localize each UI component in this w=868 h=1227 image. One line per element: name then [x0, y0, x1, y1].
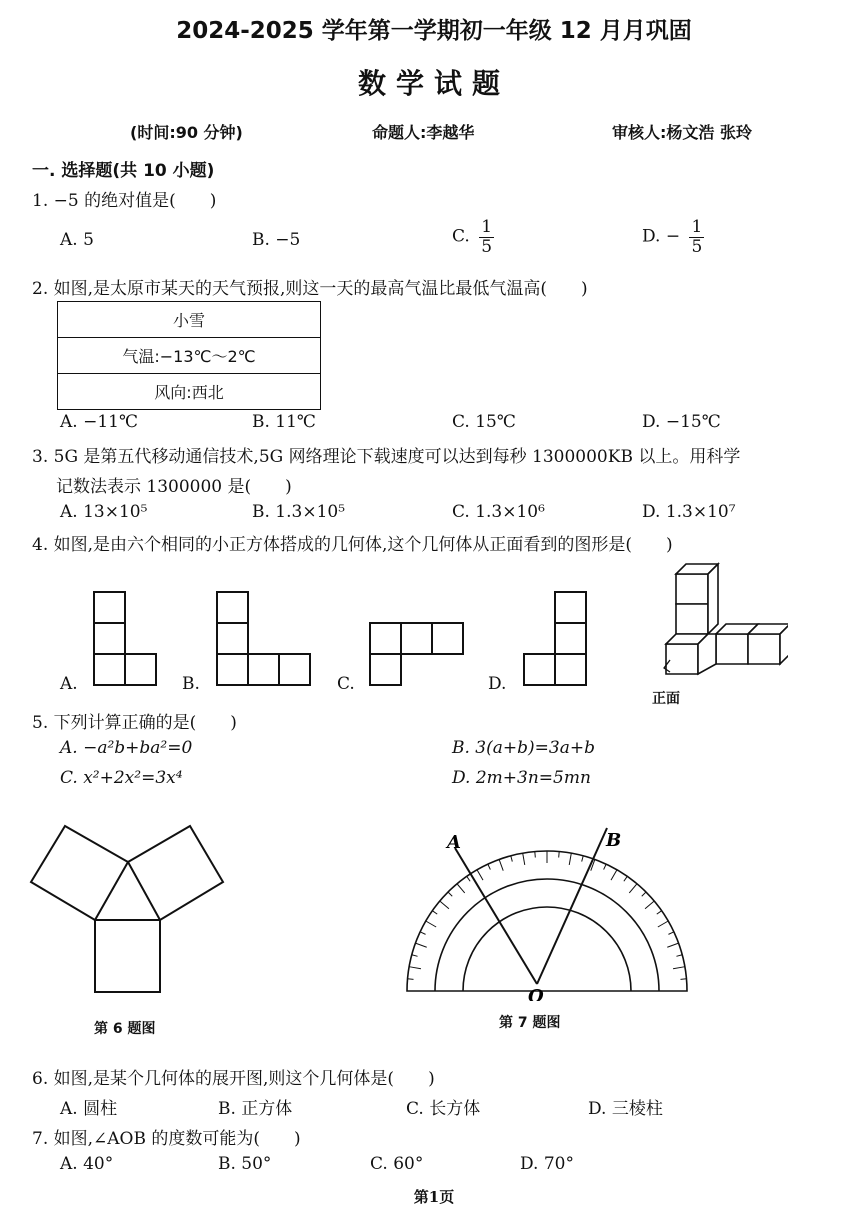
- fig7-label-a: A: [447, 832, 461, 853]
- protractor-tick: [676, 955, 682, 957]
- protractor-tick: [408, 979, 414, 980]
- q4-option-c-figure: [369, 622, 466, 688]
- protractor-tick: [657, 911, 662, 914]
- protractor-tick: [642, 892, 646, 896]
- exam-author: 命题人:李越华: [372, 123, 475, 142]
- q1-option-d-fraction: [689, 218, 704, 256]
- q1-option-d: [642, 218, 704, 256]
- q1-option-d-label: D. −: [642, 226, 681, 247]
- weather-condition: 小雪: [58, 302, 321, 338]
- protractor-tick: [611, 870, 617, 880]
- protractor-tick: [409, 967, 421, 969]
- protractor-tick: [559, 852, 560, 858]
- q7-option-a: A. 40°: [60, 1154, 114, 1174]
- q6-option-c: C. 长方体: [406, 1099, 481, 1119]
- q1-option-b: B. −5: [252, 230, 301, 250]
- exam-reviewer: 审核人:杨文浩 张玲: [612, 123, 752, 142]
- fig6-caption: 第 6 题图: [94, 1021, 156, 1037]
- protractor-tick: [488, 864, 491, 869]
- q4-stem: 4. 如图,是由六个相同的小正方体搭成的几何体,这个几何体从正面看到的图形是( ): [32, 535, 673, 555]
- q2-option-d: D. −15℃: [642, 412, 721, 432]
- protractor-tick: [467, 876, 470, 881]
- protractor-tick: [667, 943, 678, 947]
- protractor-tick: [658, 921, 668, 927]
- protractor-tick: [604, 864, 607, 869]
- fig7-label-b: B: [606, 830, 622, 851]
- protractor-tick: [569, 853, 571, 865]
- fig7-protractor: [385, 826, 715, 1001]
- weather-forecast-table: [57, 301, 321, 410]
- protractor-tick: [477, 870, 483, 880]
- protractor-tick: [624, 876, 627, 881]
- exam-time: (时间:90 分钟): [130, 123, 243, 142]
- q4-option-b-label: B.: [182, 674, 200, 694]
- q1-option-c: [452, 218, 494, 256]
- fig7-label-o: O: [528, 986, 544, 1001]
- q4-option-d-label: D.: [488, 674, 507, 694]
- q7-option-b: B. 50°: [218, 1154, 272, 1174]
- q1-c-numerator: 1: [481, 217, 493, 237]
- weather-wind: 风向:西北: [58, 374, 321, 410]
- q4-cube-assembly-figure: [648, 556, 788, 686]
- q2-option-b: B. 11℃: [252, 412, 316, 432]
- q3-stem-line1: 3. 5G 是第五代移动通信技术,5G 网络理论下载速度可以达到每秒 1300000KB 以上。用科学: [32, 447, 741, 467]
- weather-temperature: 气温:−13℃～2℃: [58, 338, 321, 374]
- protractor-tick: [629, 884, 637, 893]
- q3-option-c: C. 1.3×10⁶: [452, 502, 545, 522]
- q7-option-d: D. 70°: [520, 1154, 574, 1174]
- exam-header-line1: 2024-2025 学年第一学期初一年级 12 月月巩固: [176, 18, 692, 44]
- protractor-tick: [582, 856, 584, 862]
- protractor-tick: [426, 921, 436, 927]
- q5-option-a: A. −a²b+ba²=0: [60, 738, 193, 758]
- protractor-tick: [668, 932, 673, 935]
- q2-option-c: C. 15℃: [452, 412, 516, 432]
- q1-option-a: A. 5: [60, 230, 94, 250]
- q4-option-d-figure: [523, 591, 589, 688]
- q7-stem: 7. 如图,∠AOB 的度数可能为( ): [32, 1129, 301, 1149]
- q4-option-b-figure: [216, 591, 313, 688]
- fig6-prism-net: [25, 820, 265, 1000]
- exam-title: 数学试题: [357, 67, 510, 100]
- q4-option-a-label: A.: [60, 674, 78, 694]
- q4-option-a-figure: [93, 591, 159, 688]
- q3-stem-line2: 记数法表示 1300000 是( ): [56, 477, 292, 497]
- q3-option-d: D. 1.3×10⁷: [642, 502, 736, 522]
- q3-option-b: B. 1.3×10⁵: [252, 502, 346, 522]
- page-number: 第1页: [413, 1188, 455, 1206]
- q3-option-a: A. 13×10⁵: [60, 502, 148, 522]
- q1-stem: 1. −5 的绝对值是( ): [32, 191, 217, 211]
- q6-option-b: B. 正方体: [218, 1099, 293, 1119]
- q2-stem: 2. 如图,是太原市某天的天气预报,则这一天的最高气温比最低气温高( ): [32, 279, 588, 299]
- q1-option-c-fraction: [479, 218, 494, 256]
- fig7-caption: 第 7 题图: [499, 1015, 561, 1031]
- q5-option-d: D. 2m+3n=5mn: [452, 768, 591, 788]
- protractor-tick: [680, 979, 686, 980]
- q4-option-c-label: C.: [337, 674, 355, 694]
- protractor-tick: [523, 853, 525, 865]
- protractor-tick: [448, 892, 452, 896]
- protractor-tick: [645, 901, 654, 909]
- q2-option-a: A. −11℃: [60, 412, 138, 432]
- q5-stem: 5. 下列计算正确的是( ): [32, 713, 237, 733]
- q1-d-denominator: 5: [691, 236, 703, 257]
- protractor-tick: [432, 911, 437, 914]
- protractor-tick: [420, 932, 425, 935]
- protractor-tick: [499, 859, 503, 870]
- q6-stem: 6. 如图,是某个几何体的展开图,则这个几何体是( ): [32, 1069, 435, 1089]
- q1-d-numerator: 1: [691, 217, 703, 237]
- q1-option-c-label: C.: [452, 226, 470, 247]
- q5-option-c: C. x²+2x²=3x⁴: [60, 768, 183, 788]
- protractor-tick: [440, 901, 449, 909]
- protractor-tick: [415, 943, 426, 947]
- q6-option-d: D. 三棱柱: [588, 1099, 663, 1119]
- protractor-tick: [673, 967, 685, 969]
- q4-front-view-label: 正面: [652, 691, 680, 707]
- protractor-tick: [457, 884, 465, 893]
- protractor-tick: [535, 852, 536, 858]
- protractor-tick: [412, 955, 418, 957]
- q6-option-a: A. 圆柱: [60, 1099, 118, 1119]
- q1-c-denominator: 5: [481, 236, 493, 257]
- q7-option-c: C. 60°: [370, 1154, 424, 1174]
- section-heading: 一. 选择题(共 10 小题): [32, 161, 215, 181]
- protractor-tick: [511, 856, 513, 862]
- q5-option-b: B. 3(a+b)=3a+b: [452, 738, 595, 758]
